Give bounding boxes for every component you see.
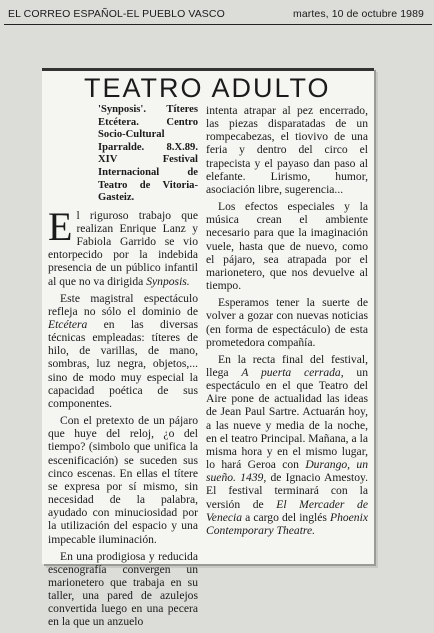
paragraph-8: En la recta final del festival, llega A puerta cerrada, un espectáculo en el que Teatro del Aire pone de actualidad las ideas de Jean Paul Sartre. Actuarán hoy, a las nueve y media de la noche, en el teatro Principal. Mañana, a la misma hora y en el mismo lugar, lo hará Geroa con Durango, un sueño. 1439, de Ignacio Amestoy. El festival terminará con la versión de El Mercader de Venecia a cargo del inglés Phoenix Contemporary Theatre. bbox=[206, 352, 368, 537]
performance-credits: 'Synposis'. Títeres Etcétera. Centro Socio-Cultural Iparralde. 8.X.89. XIV Festival Internacional de Teatro de Vitoria-Gasteiz. bbox=[98, 104, 198, 204]
newspaper-masthead bbox=[6, 8, 428, 22]
article-title: TEATRO ADULTO bbox=[84, 73, 331, 103]
paragraph-7: Esperamos tener la suerte de volver a gozar con nuevas noticias (en forma de espectáculo) de esta prometedora compañía. bbox=[206, 296, 368, 349]
paragraph-1: El riguroso trabajo que realizan Enrique Lanz y Fabiola Garrido se vio entorpecido por la indebida presencia de un público infantil al que no va dirigida Synposis. bbox=[48, 203, 198, 288]
paragraph-6: Los efectos especiales y la música crean el ambiente necesario para que la imaginación vuele, hasta que de nuevo, como el pájaro, sea atrapada por el marionetero, que nos devuelve al tiempo. bbox=[206, 200, 368, 293]
article-column-right bbox=[206, 104, 368, 541]
article-column-left bbox=[48, 104, 198, 633]
publication-date: martes, 10 de octubre 1989 bbox=[292, 8, 424, 20]
paragraph-2: Este magistral espectáculo refleja no sólo el dominio de Etcétera en las diversas técnicas empleadas: títeres de hilo, de varillas, de mano, sombras, luz negra, objetos,... sino de modo muy especial la capacidad poética de sus componentes. bbox=[48, 291, 198, 410]
paragraph-5: intenta atrapar al pez encerrado, las piezas disparatadas de un rompecabezas, el tiovivo de una feria y dentro del circo el trapecista y el payaso dan paso al elefante. Lirismo, humor, asociación libre, sugerencia... bbox=[206, 104, 368, 196]
masthead-rule bbox=[4, 24, 432, 25]
drop-cap: E bbox=[48, 203, 73, 249]
paragraph-4: En una prodigiosa y reducida escenografía convergen un marionetero que trabaja en su taller, una pared de azulejos convertida luego en una pecera en la que un anzuelo bbox=[48, 549, 198, 629]
newspaper-name: EL CORREO ESPAÑOL-EL PUEBLO VASCO bbox=[8, 8, 225, 20]
paragraph-3: Con el pretexto de un pájaro que huye del reloj, ¿o del tiempo? (simbolo que unifica la escenificación) se suceden sus cinco escenas. En ellas el títere se expresa por sí mismo, sin necesidad de la palabra, ayudado con minuciosidad por la utilización del espacio y una impecable iluminación. bbox=[48, 414, 198, 546]
